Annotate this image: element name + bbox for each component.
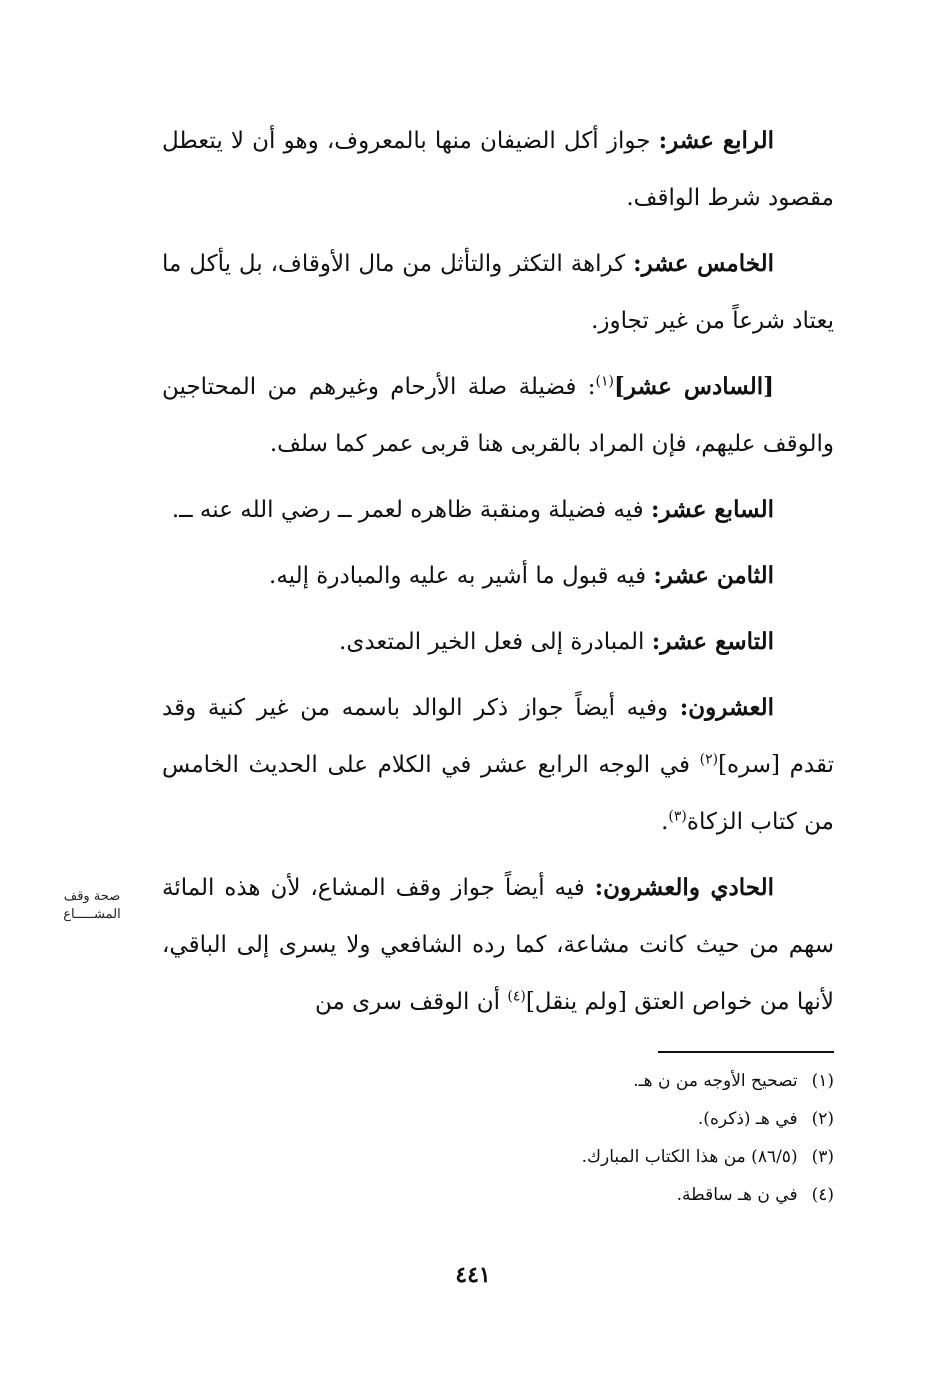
footnote-number: (٤)	[811, 1185, 834, 1205]
paragraph-heading: السابع عشر:	[651, 496, 774, 523]
margin-note-line: المشـــــاع	[63, 907, 121, 922]
paragraph-heading: التاسع عشر:	[651, 628, 774, 655]
footnote-item	[162, 1062, 834, 1100]
footnote-marker: (٣)	[668, 808, 687, 825]
paragraph-text: في الوجه الرابع عشر في الكلام على الحديث الخامس من كتاب الزكاة	[162, 752, 834, 835]
footnote-number: (١)	[811, 1071, 834, 1091]
paragraph-heading: الرابع عشر:	[658, 127, 774, 154]
paragraph-heading: الحادي والعشرون:	[594, 874, 774, 901]
footnotes-list	[162, 1062, 834, 1214]
paragraph-text: فيه فضيلة ومنقبة ظاهره لعمر ــ رضي الله عنه ــ.	[171, 497, 651, 523]
paragraph-5	[162, 547, 834, 605]
footnote-marker: (٤)	[507, 988, 526, 1005]
paragraph-text: أن الوقف سرى من	[314, 989, 508, 1015]
footnote-text: تصحيح الأوجه من ن هـ.	[633, 1071, 798, 1091]
paragraph-text: فيه أيضاً جواز وقف المشاع، لأن هذه المائة سهم من حيث كانت مشاعة، كما رده الشافعي ولا يسرى إلى الباقي، لأنها من خواص العتق [ولم ينقل]	[162, 875, 834, 1015]
margin-note-line: صحة وقف	[63, 889, 121, 904]
paragraph-2	[162, 235, 834, 350]
paragraph-3	[162, 358, 834, 473]
footnote-item	[162, 1176, 834, 1214]
footnote-item	[162, 1138, 834, 1176]
footnote-text: (٨٦/٥) من هذا الكتاب المبارك.	[581, 1147, 798, 1167]
paragraph-1	[162, 112, 834, 227]
footnote-text: في هـ (ذكره).	[697, 1109, 798, 1129]
paragraph-text: وفيه أيضاً جواز ذكر الوالد باسمه من غير كنية وقد تقدم [سره]	[162, 695, 834, 778]
main-text	[162, 112, 834, 1039]
footnote-number: (٣)	[811, 1147, 834, 1167]
footnote-marker: (١)	[595, 373, 614, 390]
paragraph-6	[162, 613, 834, 671]
footnote-number: (٢)	[811, 1109, 834, 1129]
page-number: ٤٤١	[455, 1262, 491, 1288]
footnote-text: في ن هـ ساقطة.	[676, 1185, 798, 1205]
paragraph-8	[162, 859, 834, 1031]
paragraph-text: فيه قبول ما أشير به عليه والمبادرة إليه.	[269, 563, 654, 589]
paragraph-text: كراهة التكثر والتأثل من مال الأوقاف، بل يأكل ما يعتاد شرعاً من غير تجاوز.	[162, 251, 834, 334]
paragraph-text: جواز أكل الضيفان منها بالمعروف، وهو أن لا يتعطل مقصود شرط الواقف.	[162, 128, 834, 211]
paragraph-7	[162, 679, 834, 851]
footnote-item	[162, 1100, 834, 1138]
footnote-marker: (٢)	[699, 751, 719, 768]
paragraph-text: : فضيلة صلة الأرحام وغيرهم من المحتاجين والوقف عليهم، فإن المراد بالقربى هنا قربى عمر كما سلف.	[162, 374, 834, 457]
paragraph-heading: [السادس عشر]	[614, 373, 775, 400]
footnote-divider	[658, 1051, 834, 1053]
paragraph-4	[162, 481, 834, 539]
paragraph-heading: الثامن عشر:	[653, 562, 774, 589]
paragraph-heading: العشرون:	[679, 694, 774, 721]
paragraph-heading: الخامس عشر:	[633, 250, 774, 277]
margin-note	[50, 888, 134, 924]
paragraph-text: المبادرة إلى فعل الخير المتعدى.	[339, 629, 652, 655]
paragraph-text: .	[661, 809, 669, 835]
